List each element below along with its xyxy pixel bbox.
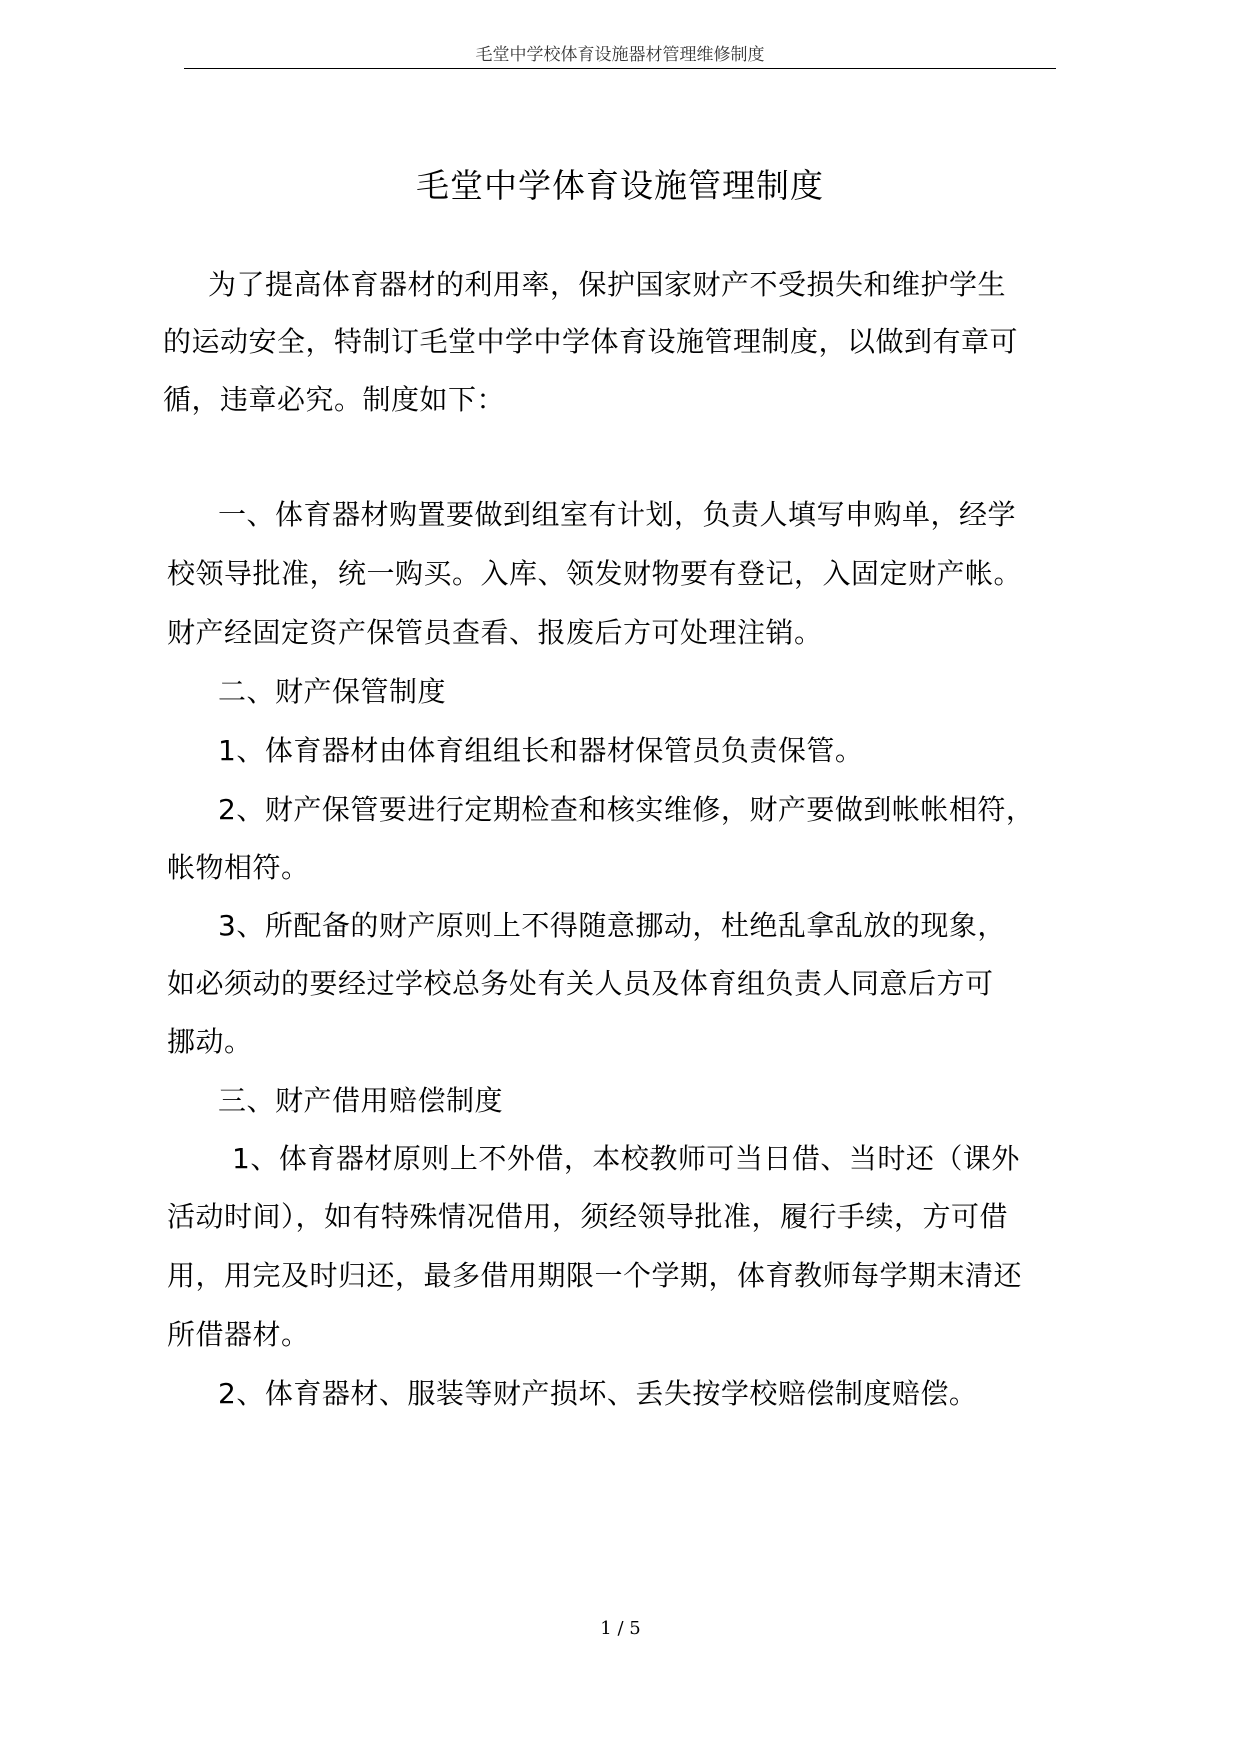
body-line: 挪动。 xyxy=(167,1025,253,1058)
body-line: 用，用完及时归还，最多借用期限一个学期，体育教师每学期末清还 xyxy=(167,1259,1023,1292)
body-line: 校领导批准，统一购买。入库、领发财物要有登记，入固定财产帐。 xyxy=(167,557,1023,590)
body-line: 帐物相符。 xyxy=(167,851,310,884)
section-heading: 二、财产保管制度 xyxy=(218,675,447,708)
body-line: 1、体育器材由体育组组长和器材保管员负责保管。 xyxy=(218,734,864,767)
body-line: 一、体育器材购置要做到组室有计划，负责人填写申购单，经学 xyxy=(218,498,1017,531)
body-line: 3、所配备的财产原则上不得随意挪动，杜绝乱拿乱放的现象， xyxy=(218,909,1006,942)
running-header: 毛堂中学校体育设施器材管理维修制度 xyxy=(475,45,765,65)
body-line: 如必须动的要经过学校总务处有关人员及体育组负责人同意后方可 xyxy=(167,967,994,1000)
body-line: 1、体育器材原则上不外借，本校教师可当日借、当时还（课外 xyxy=(232,1142,1020,1175)
body-line: 为了提高体育器材的利用率，保护国家财产不受损失和维护学生 xyxy=(208,268,1007,301)
page-number: 1 / 5 xyxy=(600,1618,641,1639)
body-line: 活动时间），如有特殊情况借用，须经领导批准，履行手续，方可借 xyxy=(167,1200,1009,1233)
body-line: 循，违章必究。制度如下： xyxy=(163,383,506,416)
body-line: 财产经固定资产保管员查看、报废后方可处理注销。 xyxy=(167,616,823,649)
body-line: 所借器材。 xyxy=(167,1318,310,1351)
body-line: 2、财产保管要进行定期检查和核实维修，财产要做到帐帐相符， xyxy=(218,793,1035,826)
body-line: 2、体育器材、服装等财产损坏、丢失按学校赔偿制度赔偿。 xyxy=(218,1377,978,1410)
section-heading: 三、财产借用赔偿制度 xyxy=(218,1084,504,1117)
document-title: 毛堂中学体育设施管理制度 xyxy=(416,166,824,205)
header-divider xyxy=(184,68,1056,69)
body-line: 的运动安全，特制订毛堂中学中学体育设施管理制度，以做到有章可 xyxy=(163,325,1019,358)
